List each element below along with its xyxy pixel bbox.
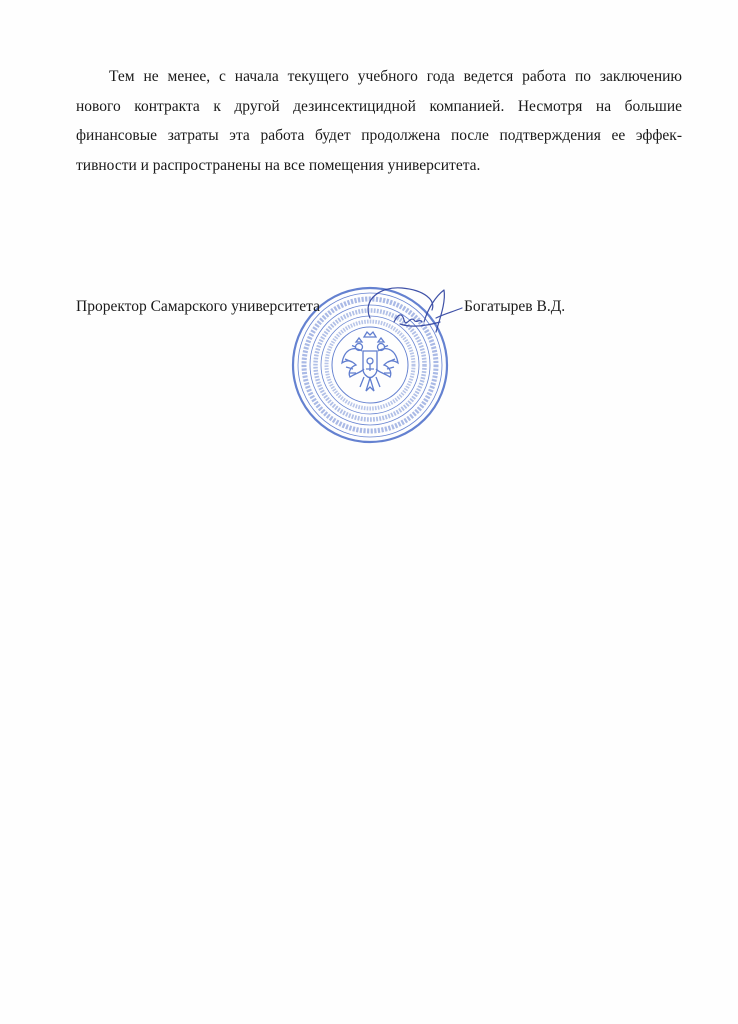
paragraph-line: финансовые затраты эта работа будет продолжена после подтверждения ее эффек- (76, 127, 682, 144)
signer-position: Проректор Самарского университета (76, 298, 320, 315)
paragraph-line: нового контракта к другой дезинсектицидной компанией. Несмотря на большие (76, 97, 682, 115)
signature-block (76, 298, 586, 324)
paragraph-line: тивности и распространены на все помещения университета. (76, 156, 481, 174)
body-paragraph (76, 62, 682, 180)
paragraph-line: Тем не менее, с начала текущего учебного года ведется работа по заключению (109, 68, 682, 85)
signer-name: Богатырев В.Д. (464, 298, 566, 315)
